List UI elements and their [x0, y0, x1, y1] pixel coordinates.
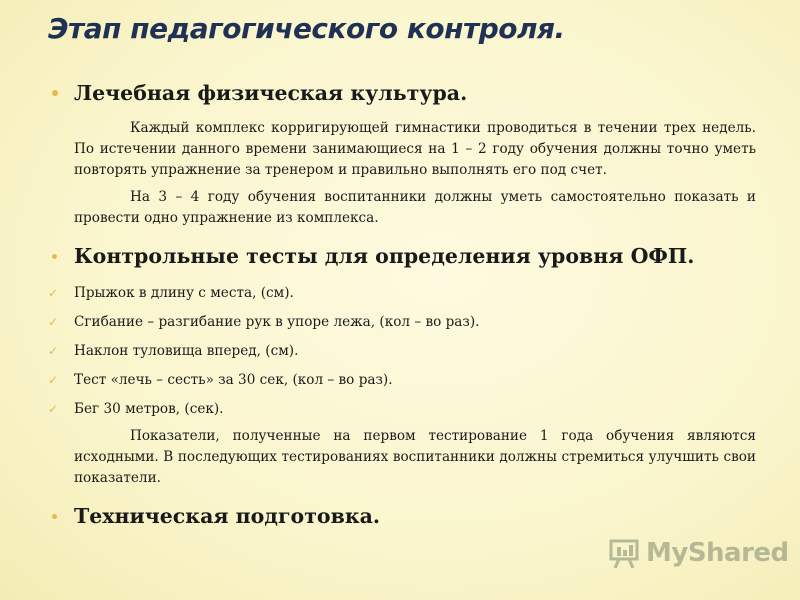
section-technical-training	[44, 503, 756, 529]
list-item	[44, 341, 756, 370]
presentation-board-icon	[608, 536, 642, 570]
section-lfk	[44, 80, 756, 106]
list-item	[44, 283, 756, 312]
checkmark-icon: ✓	[48, 315, 59, 329]
slide-content	[44, 80, 756, 529]
section-heading-control-tests: Контрольные тесты для определения уровня ОФП.	[74, 244, 695, 268]
list-item-text: Тест «лечь – сесть» за 30 сек, (кол – во раз).	[74, 372, 393, 388]
list-item-text: Сгибание – разгибание рук в упоре лежа, (кол – во раз).	[74, 314, 480, 330]
section-heading-lfk: Лечебная физическая культура.	[74, 81, 468, 105]
paragraph-years-3-4: На 3 – 4 году обучения воспитанники должны уметь самостоятельно показать и провести одно упражнение из комплекса.	[74, 189, 756, 226]
slide-title: Этап педагогического контроля.	[48, 12, 565, 45]
watermark-text: MyShared	[646, 538, 789, 568]
list-item	[44, 312, 756, 341]
checkmark-icon: ✓	[48, 286, 59, 300]
checkmark-icon: ✓	[48, 402, 59, 416]
section-heading-technical: Техническая подготовка.	[74, 504, 381, 528]
bullet-dot-icon	[52, 254, 57, 259]
list-item	[44, 399, 756, 426]
watermark	[608, 536, 789, 570]
list-item-text: Бег 30 метров, (сек).	[74, 401, 224, 417]
checkmark-icon: ✓	[48, 344, 59, 358]
list-item-text: Наклон туловища вперед, (см).	[74, 343, 299, 359]
paragraph-indicators: Показатели, полученные на первом тестирование 1 года обучения являются исходными. В последующих тестированиях воспитанники должны стремиться улучшить свои показатели.	[74, 428, 756, 486]
checkmark-icon: ✓	[48, 373, 59, 387]
bullet-dot-icon	[52, 514, 57, 519]
list-item	[44, 370, 756, 399]
section-control-tests	[44, 243, 756, 269]
bullet-dot-icon	[52, 90, 58, 96]
list-item-text: Прыжок в длину с места, (см).	[74, 285, 294, 301]
paragraph-complex: Каждый комплекс корригирующей гимнастики проводиться в течении трех недель. По истечении данного времени занимающиеся на 1 – 2 году обучения должны точно уметь повторять упражнение за тренером и правильно выполнять его под счет.	[74, 120, 756, 178]
